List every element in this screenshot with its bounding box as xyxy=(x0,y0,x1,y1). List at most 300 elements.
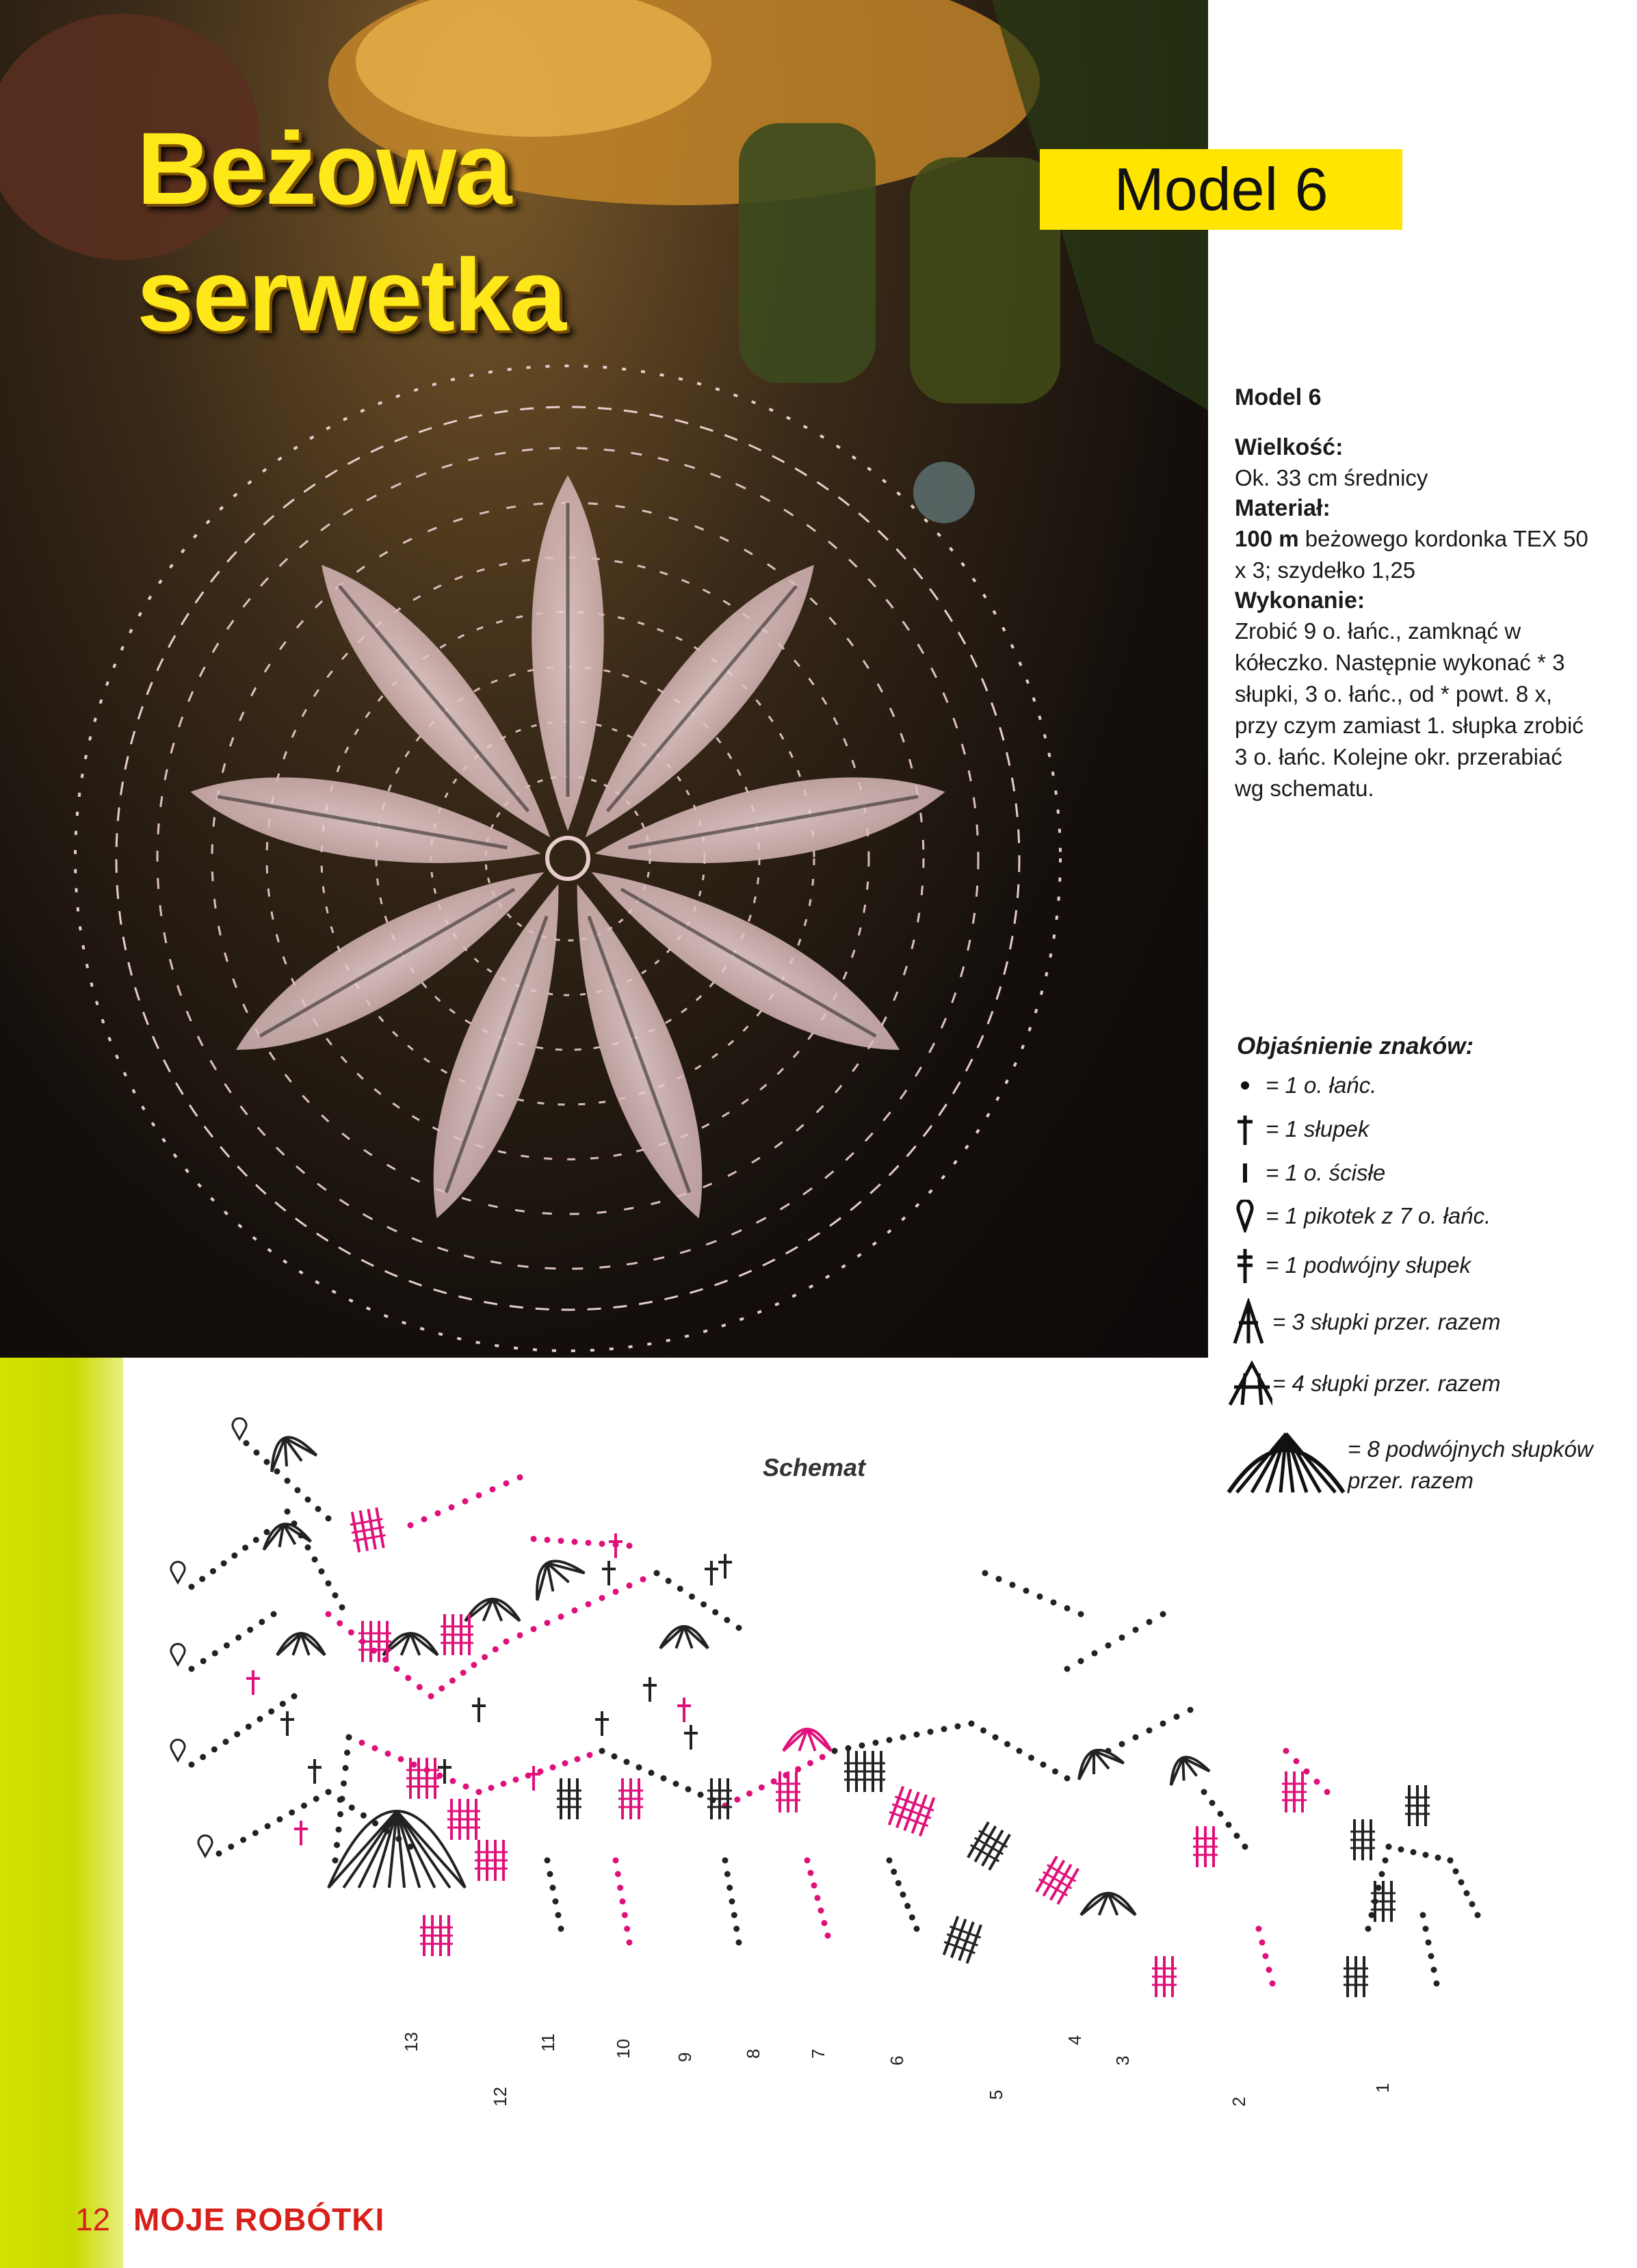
stitch-group xyxy=(707,1778,732,1819)
chain-dot xyxy=(617,1885,623,1891)
chain-dot xyxy=(212,1650,218,1657)
chain-dot xyxy=(955,1724,961,1730)
chain-dot xyxy=(503,1480,510,1486)
size-heading: Wielkość: xyxy=(1235,434,1344,460)
chain-dot xyxy=(1188,1707,1194,1713)
doily-photo xyxy=(0,0,1208,1358)
chain-dot xyxy=(408,1522,414,1529)
stitch-group xyxy=(406,1758,439,1799)
chain-dot xyxy=(615,1871,621,1877)
stitch-group xyxy=(475,1840,508,1881)
chain-dot xyxy=(337,1811,343,1817)
row-numbers xyxy=(401,2032,1393,2107)
chain-dot xyxy=(421,1516,428,1522)
picot xyxy=(171,1562,185,1583)
chain-dot xyxy=(482,1654,488,1660)
page-number: 12 xyxy=(75,2202,111,2237)
chain-dot xyxy=(1064,1776,1071,1782)
chain-dot xyxy=(221,1560,227,1566)
chain-dot xyxy=(336,1827,342,1833)
stitch-fan xyxy=(277,1633,325,1655)
legend-text: = 1 pikotek z 7 o. łańc. xyxy=(1266,1203,1491,1228)
chain-dot xyxy=(264,1529,270,1535)
chain-dot xyxy=(231,1553,237,1559)
chain-dot xyxy=(555,1912,562,1918)
stitch-fan xyxy=(465,1599,520,1621)
chain-dot xyxy=(1242,1844,1248,1850)
chain-dot xyxy=(264,1459,270,1465)
chain-dot xyxy=(661,1776,667,1782)
chain-dot xyxy=(586,1540,592,1546)
chain-dot xyxy=(332,1858,339,1864)
chain-dot xyxy=(463,1784,469,1790)
chain-dot xyxy=(832,1748,838,1754)
chain-dot xyxy=(1263,1953,1269,1960)
chain-dot xyxy=(636,1765,642,1771)
chain-dot xyxy=(1270,1981,1276,1987)
chain-dot xyxy=(545,1620,551,1626)
chain-dot xyxy=(1160,1721,1166,1727)
chain-dot xyxy=(1226,1822,1232,1828)
row-number: 3 xyxy=(1112,2055,1133,2066)
chain-dot xyxy=(1092,1650,1098,1657)
material-description: beżowego kordonka TEX 50 x 3; szydełko 1,25 xyxy=(1235,526,1588,583)
stitch-fan xyxy=(383,1633,438,1655)
chain-dot xyxy=(348,1629,354,1635)
chain-dot xyxy=(1383,1858,1389,1864)
chain-dot-icon xyxy=(1225,1079,1266,1092)
chain-dot xyxy=(200,1658,207,1664)
chain-dot xyxy=(189,1762,195,1768)
work-text: Zrobić 9 o. łańc., zamknąć w kółeczko. Następnie wykonać * 3 słupki, 3 o. łańc., od * powt. 8 x, przy czym zamiast 1. słupka zrobić 3 o. łańc. Kolejne okr. przerabiać wg schematu. xyxy=(1235,618,1584,801)
chain-dot xyxy=(339,1796,345,1802)
chain-dot xyxy=(289,1810,295,1816)
work-heading: Wykonanie: xyxy=(1235,588,1365,614)
slip-stitch-bar-icon xyxy=(1225,1161,1266,1185)
chain-dot xyxy=(1037,1594,1043,1600)
chain-dot xyxy=(361,1812,367,1819)
row-number: 10 xyxy=(613,2039,633,2059)
stitch-group xyxy=(885,1785,938,1838)
chain-dot xyxy=(808,1870,814,1876)
chain-dot xyxy=(712,1609,718,1616)
chain-dot xyxy=(640,1577,646,1583)
legend-text: = 1 słupek xyxy=(1266,1116,1370,1142)
chain-dot xyxy=(545,1537,551,1543)
chain-dot xyxy=(276,1817,283,1823)
chain-dot xyxy=(1283,1748,1289,1754)
chain-dot xyxy=(689,1594,695,1600)
chain-dot xyxy=(1431,1967,1437,1973)
chain-dot xyxy=(1064,1666,1071,1672)
chain-dot xyxy=(1458,1880,1465,1886)
chain-dot xyxy=(613,1589,619,1595)
chain-dot xyxy=(1010,1582,1016,1588)
chain-dot xyxy=(326,1611,332,1618)
legend-text: = 8 podwójnych słupków przer. razem xyxy=(1348,1436,1593,1493)
chain-dot xyxy=(558,1926,564,1932)
chain-dot xyxy=(996,1576,1002,1582)
legend-item xyxy=(1225,1246,1594,1284)
chain-dot xyxy=(490,1486,496,1492)
chain-dot xyxy=(1004,1741,1010,1748)
chain-dot xyxy=(1256,1926,1262,1932)
chain-dot xyxy=(822,1920,828,1926)
chain-dot xyxy=(339,1605,345,1611)
chain-dot xyxy=(1423,1852,1429,1858)
chain-dot xyxy=(435,1510,441,1516)
chain-dot xyxy=(210,1568,216,1574)
chain-dot xyxy=(450,1778,456,1784)
legend-item xyxy=(1225,1298,1594,1346)
chain-dot xyxy=(558,1538,564,1544)
chain-dot xyxy=(928,1729,934,1735)
stitch-group xyxy=(348,1507,388,1553)
chain-dot xyxy=(460,1670,467,1676)
chain-dot xyxy=(246,1724,252,1730)
chain-dot xyxy=(257,1716,263,1722)
stitch-fan xyxy=(1164,1751,1209,1786)
chain-dot xyxy=(891,1869,897,1875)
chain-dot xyxy=(1259,1940,1266,1946)
legend-text: = 1 o. ścisłe xyxy=(1266,1160,1386,1185)
stitch-group xyxy=(420,1915,453,1956)
legend-item xyxy=(1225,1112,1594,1146)
chain-dot xyxy=(1052,1769,1058,1775)
chain-dot xyxy=(326,1789,332,1795)
chain-dot xyxy=(599,1748,605,1754)
chain-dot xyxy=(1174,1714,1180,1720)
chain-dot xyxy=(624,1759,630,1765)
chain-dot xyxy=(1314,1779,1320,1785)
title-line-1: Beżowa xyxy=(137,111,511,226)
chain-dot xyxy=(909,1914,915,1921)
chain-dot xyxy=(476,1789,482,1795)
chain-dot xyxy=(372,1745,378,1752)
chain-dot xyxy=(405,1675,411,1681)
chain-dot xyxy=(733,1926,739,1932)
chain-dot xyxy=(305,1544,311,1551)
double-treble-icon xyxy=(1225,1246,1266,1284)
chain-dot xyxy=(493,1646,499,1652)
chain-dot xyxy=(295,1487,301,1493)
chain-dot xyxy=(1201,1789,1207,1795)
magazine-title: MOJE ROBÓTKI xyxy=(133,2202,385,2237)
chain-dot xyxy=(1464,1890,1470,1897)
chain-dot xyxy=(759,1784,765,1791)
row-number: 12 xyxy=(490,2087,510,2107)
chain-dot xyxy=(914,1732,920,1738)
chain-dot xyxy=(1078,1611,1084,1618)
picot xyxy=(233,1419,246,1439)
chain-dot xyxy=(312,1557,318,1563)
chain-dot xyxy=(349,1804,355,1810)
row-number: 9 xyxy=(675,2052,695,2062)
stitch-group xyxy=(447,1799,480,1840)
chain-dot xyxy=(1398,1847,1404,1853)
chain-dot xyxy=(438,1685,445,1691)
chain-dot xyxy=(726,1885,733,1891)
chain-dot xyxy=(547,1871,553,1877)
chain-dot xyxy=(572,1607,578,1613)
chain-dot xyxy=(873,1740,879,1746)
chain-dot xyxy=(1133,1735,1139,1741)
chain-dot xyxy=(550,1885,556,1891)
chain-dot xyxy=(825,1933,831,1939)
chain-dot xyxy=(216,1851,222,1857)
doily xyxy=(75,366,1060,1351)
stitch-group xyxy=(618,1778,643,1819)
chain-dot xyxy=(268,1709,274,1715)
chain-dot xyxy=(359,1740,365,1746)
chain-dot xyxy=(200,1754,206,1760)
chain-dot xyxy=(326,1581,332,1587)
chain-dot xyxy=(620,1899,626,1905)
chain-dot xyxy=(818,1908,824,1914)
chain-dot xyxy=(254,1449,260,1455)
chain-dot xyxy=(341,1780,347,1786)
chain-dot xyxy=(337,1620,343,1626)
material-text xyxy=(1235,523,1590,586)
chain-dot xyxy=(914,1926,920,1932)
chain-dot xyxy=(271,1611,277,1618)
chain-dot xyxy=(305,1496,311,1503)
chain-dot xyxy=(729,1899,735,1905)
chain-dot xyxy=(1435,1855,1441,1861)
stitch-group xyxy=(1344,1956,1368,1997)
chain-dot xyxy=(980,1728,986,1734)
stitch-group xyxy=(1193,1826,1218,1867)
chain-dot xyxy=(1411,1849,1417,1856)
diagram-stitches xyxy=(171,1419,1481,1997)
chain-dot xyxy=(562,1761,568,1767)
chain-dot xyxy=(550,1765,556,1771)
chain-dot xyxy=(558,1613,564,1620)
row-number: 8 xyxy=(743,2048,763,2059)
chain-dot xyxy=(993,1735,999,1741)
chain-dot xyxy=(807,1760,813,1766)
chain-dot xyxy=(244,1440,250,1447)
row-number: 6 xyxy=(887,2055,907,2066)
chain-dot xyxy=(1423,1926,1429,1932)
three-cluster-icon xyxy=(1225,1298,1272,1346)
chain-dot xyxy=(1119,1635,1125,1641)
row-number: 13 xyxy=(401,2032,421,2052)
diagram-label: Schemat xyxy=(763,1453,866,1481)
chain-dot xyxy=(253,1537,259,1543)
chain-dot xyxy=(804,1858,811,1864)
stitch-fan xyxy=(262,1429,316,1472)
chain-dot xyxy=(572,1539,578,1545)
stitch-group xyxy=(940,1915,985,1965)
chain-dot xyxy=(476,1492,482,1499)
chain-dot xyxy=(517,1632,523,1638)
stitch-group xyxy=(1033,1854,1082,1906)
stitch-fan xyxy=(660,1626,708,1648)
stitch-fan xyxy=(1071,1743,1124,1780)
chain-dot xyxy=(531,1626,537,1632)
chain-dot xyxy=(734,1797,740,1803)
chain-dot xyxy=(417,1684,423,1690)
stitch-group xyxy=(557,1778,581,1819)
chain-dot xyxy=(900,1892,906,1898)
chain-dot xyxy=(462,1499,469,1505)
chain-dot xyxy=(224,1642,230,1648)
pattern-info xyxy=(1235,383,1590,804)
chain-dot xyxy=(599,1541,605,1547)
chain-dot xyxy=(1434,1981,1440,1987)
chain-dot xyxy=(428,1693,434,1700)
chain-dot xyxy=(612,1754,618,1760)
chain-dot xyxy=(1040,1762,1047,1768)
chain-dot xyxy=(1028,1755,1034,1761)
chain-dot xyxy=(291,1693,298,1700)
chain-dot xyxy=(301,1803,307,1809)
chain-dot xyxy=(517,1475,523,1481)
chain-dot xyxy=(344,1750,350,1756)
stitch-group xyxy=(1405,1785,1430,1826)
stitch-group xyxy=(1350,1819,1375,1860)
chain-dot xyxy=(1119,1741,1125,1748)
row-number: 11 xyxy=(538,2033,558,2052)
chain-dot xyxy=(265,1823,271,1830)
row-number: 1 xyxy=(1372,2083,1393,2093)
chain-dot xyxy=(280,1701,286,1707)
picot xyxy=(171,1644,185,1665)
chain-dot xyxy=(982,1570,988,1577)
chain-dot xyxy=(1218,1811,1224,1817)
chain-dot xyxy=(252,1830,259,1836)
picot-loop-icon xyxy=(1225,1200,1266,1232)
row-number: 7 xyxy=(808,2048,828,2059)
chain-dot xyxy=(189,1584,195,1590)
chain-dot xyxy=(724,1871,731,1877)
stitch-group xyxy=(1371,1881,1396,1922)
chain-dot xyxy=(398,1756,404,1763)
chain-dot xyxy=(449,1678,456,1684)
chain-dot xyxy=(1017,1748,1023,1754)
chain-dot xyxy=(895,1880,902,1886)
chain-dot xyxy=(1133,1626,1139,1633)
chain-dot xyxy=(332,1592,339,1598)
chain-dot xyxy=(315,1506,322,1512)
treble-cross-icon xyxy=(1225,1112,1266,1146)
chain-dot xyxy=(887,1737,893,1743)
chain-dot xyxy=(599,1595,605,1601)
chain-dot xyxy=(724,1617,730,1623)
chain-dot xyxy=(586,1601,592,1607)
chain-dot xyxy=(394,1666,400,1672)
material-amount: 100 m xyxy=(1235,526,1299,551)
chain-dot xyxy=(677,1585,683,1592)
chain-dot xyxy=(941,1726,947,1732)
legend-text: = 4 słupki przer. razem xyxy=(1272,1371,1501,1396)
legend-text: = 3 słupki przer. razem xyxy=(1272,1309,1501,1334)
chain-dot xyxy=(471,1662,477,1668)
chain-dot xyxy=(649,1770,655,1776)
chain-dot xyxy=(1147,1619,1153,1625)
chain-dot xyxy=(513,1777,519,1783)
chain-dot xyxy=(1023,1587,1030,1594)
legend-item xyxy=(1225,1072,1594,1098)
chain-dot xyxy=(1160,1611,1166,1618)
chain-dot xyxy=(1448,1858,1454,1864)
chain-dot xyxy=(1365,1926,1372,1932)
chain-dot xyxy=(334,1842,340,1848)
chain-dot xyxy=(545,1858,551,1864)
legend-item xyxy=(1225,1200,1594,1232)
chain-dot xyxy=(722,1858,729,1864)
chain-dot xyxy=(820,1754,826,1760)
chain-dot xyxy=(654,1570,660,1577)
chain-dot xyxy=(811,1882,817,1888)
legend-text: = 1 o. łańc. xyxy=(1266,1072,1377,1098)
chain-dot xyxy=(1379,1871,1385,1877)
chain-dot xyxy=(234,1731,240,1737)
chain-dot xyxy=(736,1625,742,1631)
chain-dot xyxy=(622,1912,628,1918)
chain-dot xyxy=(259,1619,265,1625)
chain-dot xyxy=(887,1858,893,1864)
chain-dot xyxy=(228,1844,234,1850)
chain-dot xyxy=(531,1536,537,1542)
chain-dot xyxy=(1209,1800,1216,1806)
chain-dot xyxy=(501,1781,507,1787)
chain-dot xyxy=(736,1940,742,1946)
chain-dot xyxy=(319,1568,325,1574)
chain-dot xyxy=(904,1903,911,1909)
chain-dot xyxy=(326,1516,332,1522)
chain-dot xyxy=(969,1721,975,1727)
stitch-fan xyxy=(523,1549,584,1600)
material-heading: Materiał: xyxy=(1235,495,1331,521)
chain-dot xyxy=(240,1837,246,1843)
chain-dot xyxy=(285,1478,291,1484)
stitch-fan xyxy=(783,1729,831,1751)
chain-dot xyxy=(1428,1953,1435,1960)
chain-dot xyxy=(1266,1967,1272,1973)
chain-dot xyxy=(627,1543,633,1549)
chain-dot xyxy=(211,1746,218,1752)
chain-dot xyxy=(1294,1758,1300,1765)
chain-dot xyxy=(700,1601,707,1607)
chain-dot xyxy=(627,1583,633,1589)
chain-dot xyxy=(1475,1912,1481,1918)
chain-dot xyxy=(1304,1769,1310,1775)
chain-dot xyxy=(846,1745,852,1752)
chain-dot xyxy=(1078,1658,1084,1664)
chain-dot xyxy=(1324,1789,1331,1795)
stitch-fan xyxy=(1081,1893,1136,1915)
chain-dot xyxy=(1064,1605,1071,1611)
chain-dot xyxy=(1469,1901,1476,1908)
stitch-group xyxy=(844,1751,885,1792)
legend-heading: Objaśnienie znaków: xyxy=(1237,1033,1474,1059)
stitch-group xyxy=(1152,1956,1177,1997)
chain-dot xyxy=(247,1626,253,1633)
chain-dot xyxy=(746,1791,752,1797)
chain-dot xyxy=(1234,1833,1240,1839)
chain-dot xyxy=(698,1792,704,1798)
chain-dot xyxy=(189,1666,195,1672)
chain-dot xyxy=(859,1743,865,1749)
chain-dot xyxy=(731,1912,737,1918)
legend-item xyxy=(1225,1160,1594,1186)
chain-dot xyxy=(900,1735,906,1741)
chain-dot xyxy=(795,1766,801,1772)
row-number: 2 xyxy=(1229,2096,1249,2107)
chain-dot xyxy=(199,1576,205,1582)
